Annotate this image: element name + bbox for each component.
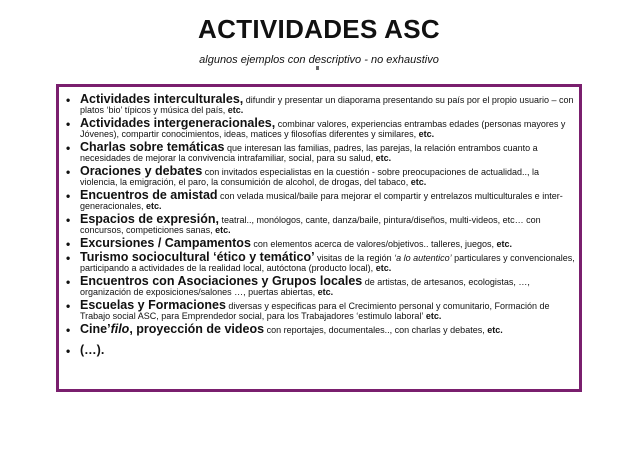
list-item bbox=[0, 166, 638, 187]
item-text: diversas y especificas para el Crecimiento personal y comunitario, Formación de Trabajo social ASC, para Emprendedor social, para los Trabajadores ‘estimulo laboral’ bbox=[80, 301, 550, 321]
list-item bbox=[0, 118, 638, 139]
bullet-icon: • bbox=[66, 93, 71, 107]
divider-mark bbox=[316, 66, 319, 70]
list-item bbox=[0, 94, 638, 115]
bullet-icon: • bbox=[66, 344, 71, 358]
item-heading: , proyección de videos bbox=[129, 322, 265, 336]
item-etc: etc. bbox=[212, 225, 231, 235]
list-item bbox=[0, 214, 638, 235]
item-heading: (…). bbox=[80, 343, 105, 357]
item-heading: Excursiones / Campamentos bbox=[80, 236, 251, 250]
item-text: con reportajes, documentales.., con charlas y debates, bbox=[264, 325, 485, 335]
list-item bbox=[0, 252, 638, 273]
bullet-icon: • bbox=[66, 251, 71, 265]
bullet-icon: • bbox=[66, 299, 71, 313]
item-etc: etc. bbox=[143, 201, 162, 211]
item-heading: Actividades interculturales, bbox=[80, 92, 244, 106]
item-etc: etc. bbox=[373, 153, 392, 163]
item-heading-emphasis: filo bbox=[110, 322, 130, 336]
item-heading: Espacios de expresión, bbox=[80, 212, 219, 226]
bullet-icon: • bbox=[66, 189, 71, 203]
list-item bbox=[0, 190, 638, 211]
item-heading: Charlas sobre temáticas bbox=[80, 140, 225, 154]
item-heading: Encuentros con Asociaciones y Grupos locales bbox=[80, 274, 363, 288]
item-text-pre: visitas de la región bbox=[314, 253, 395, 263]
item-text: combinar valores, experiencias entrambas edades (personas mayores y Jóvenes), compartir conocimientos, ideas, matices y filosofías diferentes y similares, bbox=[80, 119, 566, 139]
item-text-emphasis: ‘a lo autentico’ bbox=[394, 253, 452, 263]
bullet-icon: • bbox=[66, 165, 71, 179]
item-heading: Oraciones y debates bbox=[80, 164, 203, 178]
item-text: difundir y presentar un diaporama presentando su país por el propio usuario – con platos ‘bio’ típicos y música del país, bbox=[80, 95, 574, 115]
item-etc: etc. bbox=[408, 177, 427, 187]
item-text: de artistas, de artesanos, ecologistas, …, organización de exposiciones/salones …, puertas abiertas, bbox=[80, 277, 530, 297]
item-heading: Escuelas y Formaciones bbox=[80, 298, 226, 312]
item-etc: etc. bbox=[315, 287, 334, 297]
item-heading-pre: Cine’ bbox=[80, 322, 111, 336]
item-etc: etc. bbox=[416, 129, 435, 139]
bullet-icon: • bbox=[66, 237, 71, 251]
list-item bbox=[0, 324, 638, 335]
bullet-icon: • bbox=[66, 117, 71, 131]
item-text: particulares y convencionales, participando a actividades de la realidad local, autóctona (producto local), bbox=[80, 253, 575, 273]
item-etc: etc. bbox=[225, 105, 244, 115]
item-etc: etc. bbox=[494, 239, 513, 249]
activity-list bbox=[0, 94, 638, 359]
item-etc: etc. bbox=[373, 263, 392, 273]
bullet-icon: • bbox=[66, 275, 71, 289]
item-etc: etc. bbox=[423, 311, 442, 321]
item-text: que interesan las familias, padres, las parejas, la relación entrambos cuanto a necesidades de mejorar la convivencia intrafamiliar, social, para su salud, bbox=[80, 143, 538, 163]
bullet-icon: • bbox=[66, 141, 71, 155]
list-item bbox=[0, 276, 638, 297]
bullet-icon: • bbox=[66, 213, 71, 227]
page-subtitle: algunos ejemplos con descriptivo - no exhaustivo bbox=[199, 54, 439, 66]
list-item bbox=[0, 300, 638, 321]
item-etc: etc. bbox=[484, 325, 503, 335]
item-text: con invitados especialistas en la cuestión - sobre preocupaciones de actualidad.., la violencia, la emigración, el paro, la consumición de alcohol, de drogas, del tabaco, bbox=[80, 167, 539, 187]
list-item bbox=[0, 345, 638, 356]
item-heading: Encuentros de amistad bbox=[80, 188, 218, 202]
bullet-icon: • bbox=[66, 323, 71, 337]
item-heading: Actividades intergeneracionales, bbox=[80, 116, 276, 130]
item-text: con elementos acerca de valores/objetivos.. talleres, juegos, bbox=[250, 239, 495, 249]
list-item bbox=[0, 142, 638, 163]
list-item bbox=[0, 238, 638, 249]
item-text: teatral.., monólogos, cante, danza/baile, pintura/diseños, multi-videos, etc… con concursos, competiciones sanas, bbox=[80, 215, 541, 235]
item-heading: Turismo sociocultural ‘ético y temático’ bbox=[80, 250, 315, 264]
page-title: ACTIVIDADES ASC bbox=[198, 14, 440, 44]
item-text: con velada musical/baile para mejorar el compartir y entrelazos multiculturales e inter-generacionales, bbox=[80, 191, 563, 211]
